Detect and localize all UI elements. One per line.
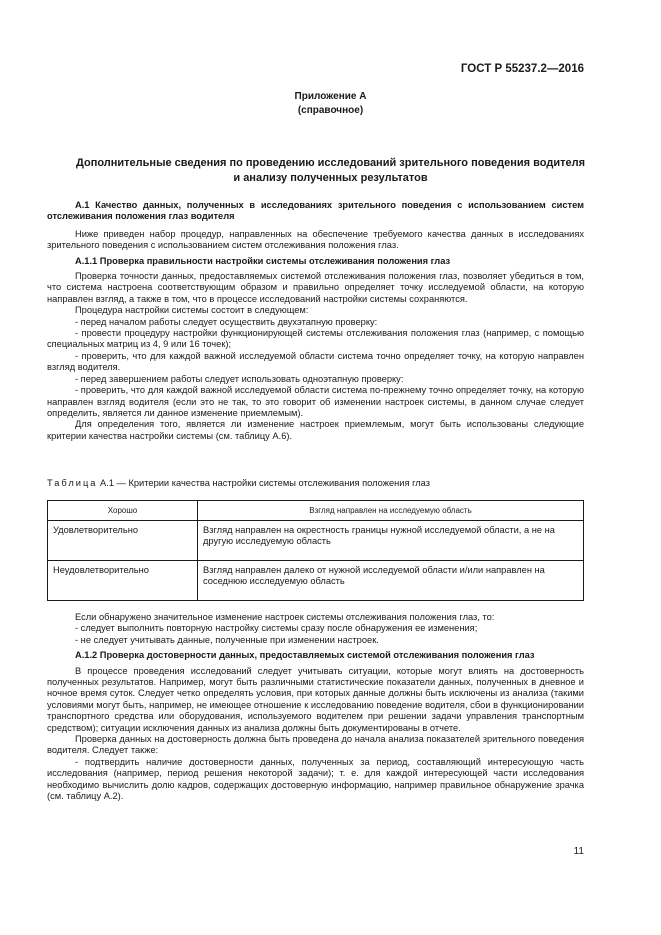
table-cell: Удовлетворительно xyxy=(48,521,198,561)
list-item: - следует выполнить повторную настройку системы сразу после обнаружения ее изменения; xyxy=(75,623,478,634)
table-header-cell: Хорошо xyxy=(48,501,198,521)
paragraph: Проверка точности данных, предоставляемых системой отслеживания положения глаз, позволяет убедиться в том, что система настроена соответствующим образом и правильно определяет точку исследуемой области, на которую направлен взгляд, а также в том, что в процессе исследований настройки системы сохраняются. xyxy=(47,271,584,304)
table-header-row xyxy=(48,501,584,521)
paragraph: Для определения того, является ли изменение настроек приемлемым, могут быть использованы следующие критерии качества настройки системы (см. таблицу А.6). xyxy=(47,419,584,441)
table-cell: Взгляд направлен на окрестность границы нужной исследуемой области, а не на другую исследуемую область xyxy=(198,521,584,561)
standard-designation: ГОСТ Р 55237.2—2016 xyxy=(460,63,584,75)
table-cell: Взгляд направлен далеко от нужной исследуемой области и/или направлен на соседнюю исследуемую область xyxy=(198,561,584,601)
list-item: - подтвердить наличие достоверности данных, полученных за период, составляющий интересующую часть исследования (например, период решения некоторой задачи); т. е. для каждой интересующей части исследования необходимо вычислить долю кадров, содержащих достоверную информацию, например правильное обнаружение зрачка (см. таблицу А.2). xyxy=(47,756,584,802)
page-number: 11 xyxy=(573,846,584,857)
paragraph: Процедура настройки системы состоит в следующем: xyxy=(75,305,309,316)
page-title-line-2: и анализу полученных результатов xyxy=(233,172,428,184)
table-cell: Неудовлетворительно xyxy=(48,561,198,601)
list-item: - провести процедуру настройки функционирующей системы отслеживания положения глаз (например, с помощью специальных матриц из 4, 9 или 16 точек); xyxy=(47,328,584,350)
paragraph: Проверка данных на достоверность должна быть проведена до начала анализа показателей зрительного поведения водителя. Следует также: xyxy=(47,734,584,756)
list-item: - проверить, что для каждой важной исследуемой области система по-прежнему точно определяет точку, на которую направлен взгляд водителя (если это не так, то это говорит об изменении настроек системы, в данном случае следует определить, является ли данное изменение приемлемым). xyxy=(47,385,584,418)
page-title-line-1: Дополнительные сведения по проведению исследований зрительного поведения водителя xyxy=(76,157,585,169)
table-header-cell: Взгляд направлен на исследуемую область xyxy=(198,501,584,521)
section-a1-intro: Ниже приведен набор процедур, направленных на обеспечение требуемого качества данных в исследованиях зрительного поведения с использованием систем отслеживания положения глаз. xyxy=(47,228,584,251)
paragraph: В процессе проведения исследований следует учитывать ситуации, которые могут влиять на достоверность полученных результатов. Например, могут быть различными статистические показатели данных, полученных в дневное и ночное время суток. Следует четко определять условия, при которых данные должны быть исключены из анализа (такими условиями могут быть, например, не имеющее отношение к исследованию поведение водителя, сбои в функционировании транспортного средства или оборудования, используемого водителем при решении задачи управления транспортным средством); ситуации исключения данных из анализа должны быть документированы в отчете. xyxy=(47,665,584,733)
table-caption xyxy=(47,478,430,488)
section-a1-block xyxy=(47,200,584,442)
page-title xyxy=(50,156,611,186)
section-a12-heading: А.1.2 Проверка достоверности данных, предоставляемых системой отслеживания положения глаз xyxy=(75,650,535,661)
table-row xyxy=(48,521,584,561)
appendix-title: Приложение А xyxy=(294,91,367,102)
list-item: - проверить, что для каждой важной исследуемой области система точно определяет точку, на которую направлен взгляд водителя. xyxy=(47,350,584,373)
paragraph: Если обнаружено значительное изменение настроек системы отслеживания положения глаз, то: xyxy=(75,612,495,622)
section-a1-heading: А.1 Качество данных, полученных в исследованиях зрительного поведения с использованием систем отслеживания положения глаз водителя xyxy=(47,200,584,222)
criteria-table xyxy=(47,500,584,601)
table-row xyxy=(48,561,584,601)
appendix-heading xyxy=(0,90,661,118)
section-a12-block xyxy=(47,612,584,803)
appendix-subtitle: (справочное) xyxy=(297,105,364,116)
list-item: - не следует учитывать данные, полученные при изменении настроек. xyxy=(75,634,379,645)
section-a11-heading: А.1.1 Проверка правильности настройки системы отслеживания положения глаз xyxy=(75,255,451,266)
list-item: - перед началом работы следует осуществить двухэтапную проверку: xyxy=(75,316,378,327)
table-caption-text: А.1 — Критерии качества настройки системы отслеживания положения глаз xyxy=(100,478,431,488)
list-item: - перед завершением работы следует использовать одноэтапную проверку: xyxy=(75,373,404,384)
table-caption-prefix: Таблица xyxy=(47,478,98,488)
